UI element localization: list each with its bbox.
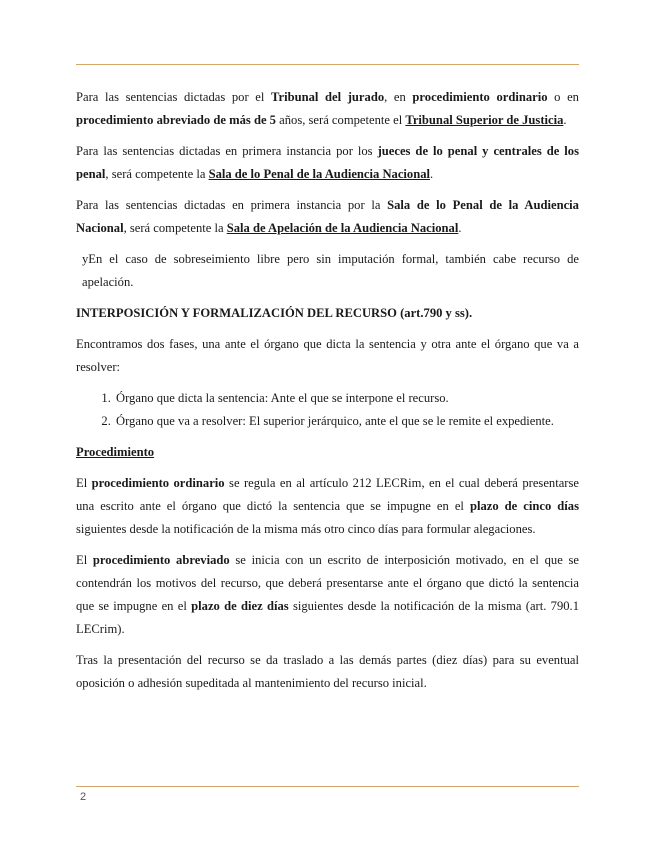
text: El [76,553,93,567]
paragraph-3 [76,194,579,240]
paragraph-7 [76,549,579,641]
underlined-bold-text: Sala de lo Penal de la Audiencia Nacional [208,167,431,181]
footer-rule [76,786,579,787]
text: , será competente la [123,221,227,235]
list-item: 1. Órgano que dicta la sentencia: Ante el que se interpone el recurso. [114,387,579,410]
text: Para las sentencias dictadas en primera instancia por la [76,198,388,212]
text: Para las sentencias dictadas por el [76,90,272,104]
subsection-heading: Procedimiento [76,445,155,459]
text: . [430,167,434,181]
bold-text: procedimiento ordinario [412,90,548,104]
phases-list [76,387,579,433]
text: años, será competente el [275,113,406,127]
underlined-bold-text: Tribunal Superior de Justicia [405,113,564,127]
text: , en [384,90,413,104]
paragraph-4: yEn el caso de sobreseimiento libre pero sin imputación formal, también cabe recurso de apelación. [82,252,579,289]
paragraph-5: Encontramos dos fases, una ante el órgano que dicta la sentencia y otra ante el órgano que va a resolver: [76,337,579,374]
text: . [563,113,567,127]
bold-text: procedimiento ordinario [91,476,225,490]
text: . [458,221,462,235]
list-item: 2. Órgano que va a resolver: El superior jerárquico, ante el que se le remite el expediente. [114,410,579,433]
text: se regula en al artículo 212 LECRim, en el cual deberá presentarse una escrito ante el órgano que dictó la sentencia que se impugne en el [76,476,579,513]
bold-text: jueces de lo penal y centrales de los penal [76,144,579,181]
text: siguientes desde la notificación de la misma (art. 790.1 LECrim). [76,599,579,636]
paragraph-1 [76,86,579,132]
bold-text: Tribunal del jurado [271,90,385,104]
text: se inicia con un escrito de interposición motivado, en el que se contendrán los motivos del recurso, que deberá presentarse ante el órgano que dictó la sentencia que se impugne en el [76,553,579,613]
document-body [76,86,579,703]
text: Para las sentencias dictadas en primera instancia por los [76,144,378,158]
text: o en [547,90,579,104]
text: , será competente la [105,167,209,181]
paragraph-8: Tras la presentación del recurso se da traslado a las demás partes (diez días) para su eventual oposición o adhesión supeditada al mantenimiento del recurso inicial. [76,653,579,690]
paragraph-2 [76,140,579,186]
header-rule [76,64,579,65]
bold-text: plazo de cinco días [469,499,579,513]
paragraph-6 [76,472,579,541]
bold-text: procedimiento abreviado de más de 5 [76,113,276,127]
text: El [76,476,92,490]
section-heading: INTERPOSICIÓN Y FORMALIZACIÓN DEL RECURSO (art.790 y ss). [76,306,473,320]
bold-text: plazo de diez días [191,599,289,613]
text: siguientes desde la notificación de la misma más otro cinco días para formular alegaciones. [76,522,536,536]
bold-text: Sala de lo Penal de la Audiencia Nacional [76,198,579,235]
page-number: 2 [80,791,87,803]
bold-text: procedimiento abreviado [92,553,230,567]
underlined-bold-text: Sala de Apelación de la Audiencia Nacional [226,221,459,235]
